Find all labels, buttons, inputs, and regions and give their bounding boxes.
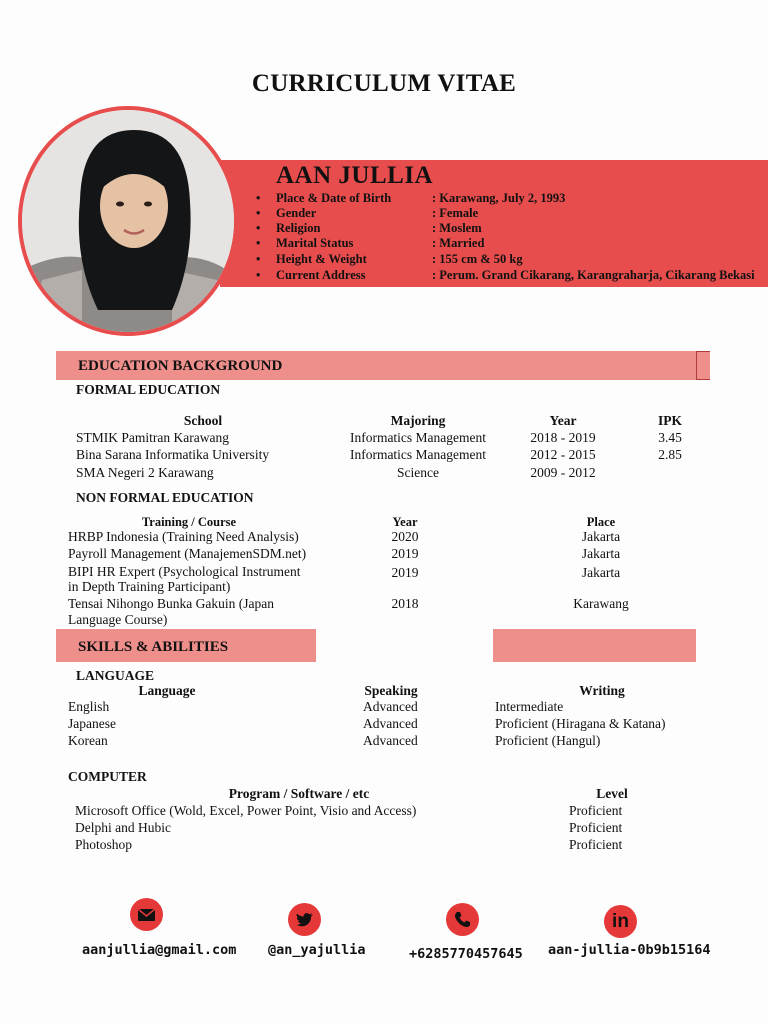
table-header-writing: Writing xyxy=(579,683,625,698)
year: 2018 - 2019 xyxy=(530,430,596,445)
skills-section-bar-right xyxy=(493,629,696,662)
detail-label: Current Address xyxy=(276,268,366,282)
program-name: Delphi and Hubic xyxy=(75,820,171,835)
speaking-level: Advanced xyxy=(363,733,418,748)
detail-row-birth xyxy=(256,191,766,206)
program-level: Proficient xyxy=(569,803,623,818)
table-header-school: School xyxy=(183,413,223,428)
course-year: 2019 xyxy=(391,565,419,580)
email-icon[interactable] xyxy=(130,898,163,931)
year: 2009 - 2012 xyxy=(530,465,596,480)
computer-title: COMPUTER xyxy=(68,769,147,784)
table-header-course: Training / Course xyxy=(141,515,237,529)
speaking-level: Advanced xyxy=(363,699,418,714)
formal-education-title: FORMAL EDUCATION xyxy=(76,382,221,397)
language-name: Japanese xyxy=(68,716,116,731)
table-header-year: Year xyxy=(549,413,577,428)
linkedin-text[interactable]: aan-jullia-0b9b15164 xyxy=(548,942,711,958)
course-year: 2018 xyxy=(391,596,419,611)
program-name: Microsoft Office (Wold, Excel, Power Point, Visio and Access) xyxy=(75,803,417,818)
table-header-place: Place xyxy=(586,515,616,529)
detail-row-height-weight xyxy=(256,252,766,267)
course-place: Jakarta xyxy=(581,565,621,580)
program-level: Proficient xyxy=(569,837,623,852)
writing-level: Proficient (Hangul) xyxy=(495,733,601,748)
majoring: Science xyxy=(397,465,439,480)
year: 2012 - 2015 xyxy=(530,447,596,462)
table-header-language: Language xyxy=(138,683,196,698)
detail-value: : Perum. Grand Cikarang, Karangraharja, Cikarang Bekasi xyxy=(432,268,755,282)
twitter-icon[interactable] xyxy=(288,903,321,936)
writing-level: Proficient (Hiragana & Katana) xyxy=(495,716,666,731)
bullet: • xyxy=(256,268,261,282)
non-formal-education-title: NON FORMAL EDUCATION xyxy=(76,490,254,505)
course-place: Karawang xyxy=(573,596,629,611)
majoring: Informatics Management xyxy=(349,430,487,445)
table-header-ipk: IPK xyxy=(657,413,682,428)
section-bar-tab xyxy=(696,351,710,380)
program-level: Proficient xyxy=(569,820,623,835)
school-name: Bina Sarana Informatika University xyxy=(76,447,270,462)
profile-photo xyxy=(18,106,238,336)
phone-icon[interactable] xyxy=(446,903,479,936)
language-title: LANGUAGE xyxy=(76,668,155,683)
table-header-majoring: Majoring xyxy=(390,413,446,428)
detail-row-address xyxy=(256,268,766,283)
detail-label: Height & Weight xyxy=(276,252,367,266)
ipk: 2.85 xyxy=(658,447,682,462)
school-name: STMIK Pamitran Karawang xyxy=(76,430,229,445)
detail-label: Gender xyxy=(276,206,317,220)
detail-value: : Moslem xyxy=(432,221,482,235)
detail-row-gender xyxy=(256,206,766,221)
course-name: Payroll Management (ManajemenSDM.net) xyxy=(68,546,307,561)
course-year: 2019 xyxy=(391,546,419,561)
bullet: • xyxy=(256,191,261,205)
course-place: Jakarta xyxy=(581,529,621,544)
course-year: 2020 xyxy=(391,529,419,544)
skills-section-title: SKILLS & ABILITIES xyxy=(78,639,229,655)
detail-value: : 155 cm & 50 kg xyxy=(432,252,523,266)
bullet: • xyxy=(256,221,261,235)
table-header-year: Year xyxy=(392,515,418,529)
linkedin-icon-label: in xyxy=(612,911,629,932)
course-name: HRBP Indonesia (Training Need Analysis) xyxy=(68,529,299,544)
detail-value: : Married xyxy=(432,236,485,250)
education-section-title: EDUCATION BACKGROUND xyxy=(78,358,283,374)
course-name-cont: in Depth Training Participant) xyxy=(68,579,231,594)
person-portrait-icon xyxy=(22,110,234,332)
course-name: BIPI HR Expert (Psychological Instrument xyxy=(68,564,301,579)
profile-name: AAN JULLIA xyxy=(276,162,434,189)
program-name: Photoshop xyxy=(75,837,133,852)
bullet: • xyxy=(256,206,261,220)
language-name: Korean xyxy=(68,733,108,748)
detail-value: : Karawang, July 2, 1993 xyxy=(432,191,566,205)
phone-text[interactable]: +6285770457645 xyxy=(409,946,523,962)
table-header-program: Program / Software / etc xyxy=(228,786,370,801)
course-place: Jakarta xyxy=(581,546,621,561)
table-header-level: Level xyxy=(596,786,628,801)
school-name: SMA Negeri 2 Karawang xyxy=(76,465,214,480)
course-name-cont: Language Course) xyxy=(68,612,168,627)
detail-label: Marital Status xyxy=(276,236,354,250)
course-name: Tensai Nihongo Bunka Gakuin (Japan xyxy=(68,596,275,611)
linkedin-icon[interactable] xyxy=(604,905,637,938)
detail-row-religion xyxy=(256,221,766,236)
twitter-text[interactable]: @an_yajullia xyxy=(268,942,366,958)
page-title: CURRICULUM VITAE xyxy=(251,70,517,97)
detail-row-marital xyxy=(256,236,766,251)
ipk: 3.45 xyxy=(658,430,682,445)
language-name: English xyxy=(68,699,110,714)
table-header-speaking: Speaking xyxy=(364,683,418,698)
bullet: • xyxy=(256,236,261,250)
speaking-level: Advanced xyxy=(363,716,418,731)
writing-level: Intermediate xyxy=(495,699,564,714)
bullet: • xyxy=(256,252,261,266)
majoring: Informatics Management xyxy=(349,447,487,462)
detail-value: : Female xyxy=(432,206,479,220)
email-text[interactable]: aanjullia@gmail.com xyxy=(82,942,237,958)
detail-label: Religion xyxy=(276,221,321,235)
detail-label: Place & Date of Birth xyxy=(276,191,392,205)
